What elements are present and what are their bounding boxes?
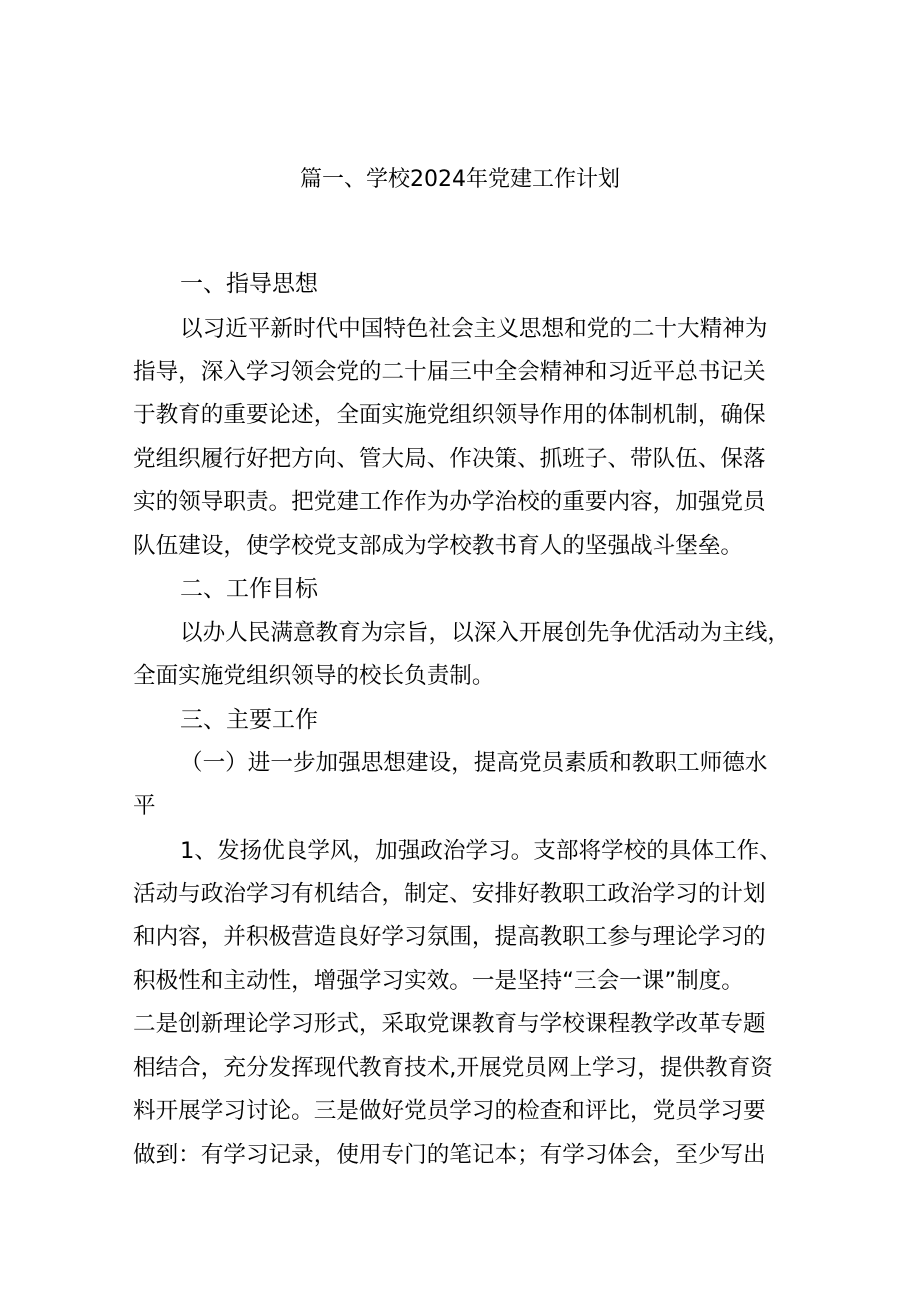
section-heading-work-goals: 二、工作目标 (180, 576, 318, 602)
paragraph-line: 以办人民满意教育为宗旨，以深入开展创先争优活动为主线， (180, 620, 791, 646)
paragraph-line: 党组织履行好把方向、管大局、作决策、抓班子、带队伍、保落 (133, 446, 766, 472)
paragraph-line: 队伍建设，使学校党支部成为学校教书育人的坚强战斗堡垒。 (133, 533, 744, 559)
paragraph-line: 和内容，并积极营造良好学习氛围，提高教职工参与理论学习的 (133, 924, 766, 950)
paragraph-line: 指导，深入学习领会党的二十届三中全会精神和习近平总书记关 (133, 359, 766, 385)
paragraph-line: 二是创新理论学习形式，采取党课教育与学校课程教学改革专题 (133, 1011, 766, 1037)
document-title: 篇一、学校2024年党建工作计划 (300, 167, 620, 192)
paragraph-line: 1、发扬优良学风，加强政治学习。支部将学校的具体工作、 (180, 838, 782, 864)
paragraph-line: 相结合，充分发挥现代教育技术,开展党员网上学习，提供教育资 (133, 1055, 773, 1081)
subheading-line: （一）进一步加强思想建设，提高党员素质和教职工师德水 (180, 750, 768, 776)
paragraph-line: 以习近平新时代中国特色社会主义思想和党的二十大精神为 (180, 316, 768, 342)
paragraph-line: 全面实施党组织领导的校长负责制。 (133, 663, 495, 689)
paragraph-line: 料开展学习讨论。三是做好党员学习的检查和评比，党员学习要 (133, 1098, 766, 1124)
paragraph-line: 于教育的重要论述，全面实施党组织领导作用的体制机制，确保 (133, 402, 766, 428)
paragraph-line: 做到：有学习记录，使用专门的笔记本；有学习体会，至少写出 (133, 1142, 766, 1168)
section-heading-guiding-ideology: 一、指导思想 (180, 271, 318, 297)
section-heading-main-work: 三、主要工作 (180, 707, 318, 733)
subheading-line: 平 (133, 793, 156, 819)
paragraph-line: 实的领导职责。把党建工作作为办学治校的重要内容，加强党员 (133, 489, 766, 515)
paragraph-line: 积极性和主动性，增强学习实效。一是坚持“三会一课”制度。 (133, 968, 744, 994)
paragraph-line: 活动与政治学习有机结合，制定、安排好教职工政治学习的计划 (133, 881, 766, 907)
